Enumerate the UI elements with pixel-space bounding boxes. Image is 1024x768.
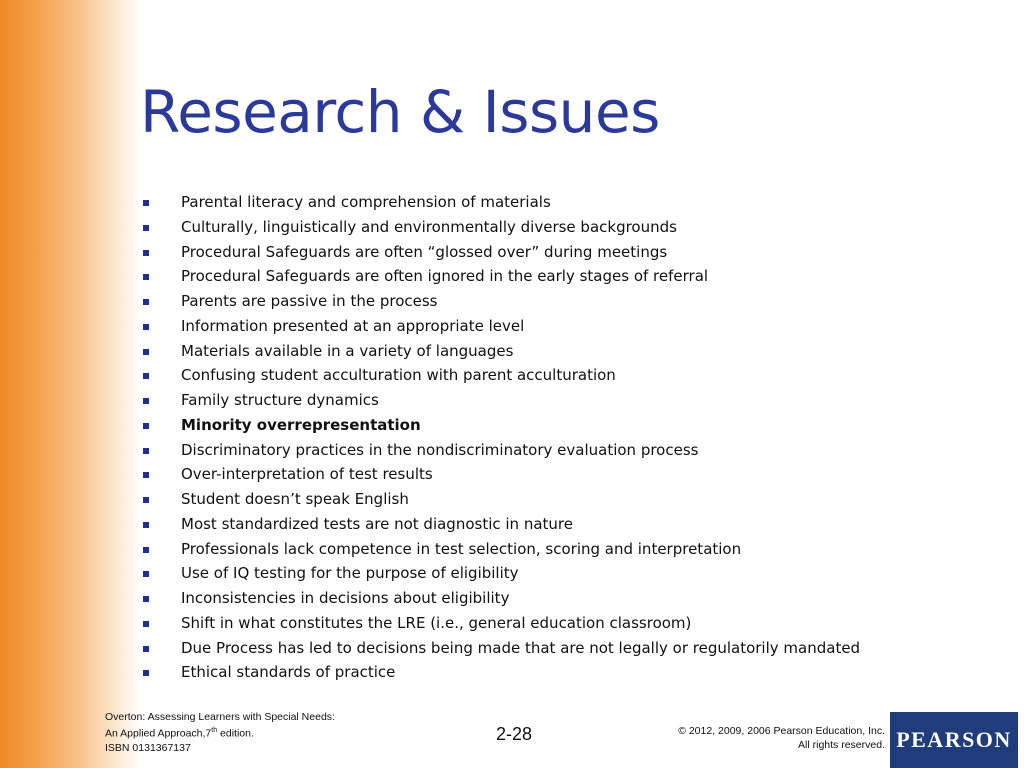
bullet-text: Procedural Safeguards are often ignored in the early stages of referral [181,267,709,286]
bullet-item [140,487,960,512]
pearson-logo-text: PEARSON [896,727,1012,752]
bullet-text: Parents are passive in the process [181,292,438,310]
square-bullet-icon [143,423,149,429]
bullet-item [140,512,960,537]
book-citation [105,710,335,755]
bullet-item [140,636,960,661]
square-bullet-icon [143,547,149,553]
bullet-text: Use of IQ testing for the purpose of eligibility [181,564,519,583]
book-title-line: Overton: Assessing Learners with Special Needs: [105,711,335,723]
square-bullet-icon [143,398,149,404]
bullet-text: Student doesn’t speak English [181,490,409,508]
square-bullet-icon [143,497,149,503]
bullet-text: Professionals lack competence in test selection, scoring and interpretation [181,539,742,558]
isbn-line: ISBN 0131367137 [105,741,191,754]
bullet-list [140,190,960,685]
rights-line: All rights reserved. [798,739,885,751]
square-bullet-icon [143,571,149,577]
bullet-text: Parental literacy and comprehension of materials [181,193,551,211]
bullet-item [140,561,960,586]
bullet-item [140,388,960,413]
bullet-item [140,289,960,314]
bullet-item [140,586,960,611]
bullet-item [140,215,960,240]
bullet-text: Inconsistencies in decisions about eligibility [181,589,510,607]
bullet-text: Due Process has led to decisions being made that are not legally or regulatorily mandated [181,638,861,657]
square-bullet-icon [143,670,149,676]
bullet-item [140,190,960,215]
square-bullet-icon [143,274,149,280]
bullet-item [140,537,960,562]
bullet-text: Discriminatory practices in the nondiscriminatory evaluation process [181,440,699,459]
bullet-text: Ethical standards of practice [181,663,396,682]
square-bullet-icon [143,200,149,206]
bullet-item [140,438,960,463]
bullet-item [140,413,960,438]
bullet-item [140,611,960,636]
square-bullet-icon [143,324,149,330]
square-bullet-icon [143,373,149,379]
bullet-text: Confusing student acculturation with parent acculturation [181,366,616,385]
copyright-notice [678,724,885,752]
bullet-item [140,462,960,487]
bullet-text: Procedural Safeguards are often “glossed over” during meetings [181,242,668,261]
bullet-text: Over-interpretation of test results [181,465,433,484]
bullet-text: Culturally, linguistically and environmentally diverse backgrounds [181,217,677,236]
square-bullet-icon [143,472,149,478]
bullet-text: Shift in what constitutes the LRE (i.e., general education classroom) [181,613,692,632]
square-bullet-icon [143,646,149,652]
book-edition-line: An Applied Approach,7th edition. [105,727,254,740]
bullet-text: Most standardized tests are not diagnostic in nature [181,514,573,533]
bullet-text: Materials available in a variety of languages [181,341,514,360]
square-bullet-icon [143,299,149,305]
bullet-item [140,660,960,685]
slide-title: Research & Issues [140,78,660,146]
bullet-text: Minority overrepresentation [181,415,421,434]
square-bullet-icon [143,596,149,602]
page-number: 2-28 [496,724,533,744]
side-gradient-bar [0,0,140,768]
square-bullet-icon [143,621,149,627]
bullet-item [140,240,960,265]
bullet-item [140,363,960,388]
square-bullet-icon [143,349,149,355]
bullet-item [140,314,960,339]
square-bullet-icon [143,522,149,528]
copyright-line: © 2012, 2009, 2006 Pearson Education, Inc. [678,725,885,737]
square-bullet-icon [143,225,149,231]
pearson-logo [890,712,1018,768]
bullet-item [140,264,960,289]
bullet-text: Family structure dynamics [181,391,379,409]
square-bullet-icon [143,250,149,256]
bullet-text: Information presented at an appropriate level [181,316,525,335]
square-bullet-icon [143,448,149,454]
bullet-item [140,339,960,364]
